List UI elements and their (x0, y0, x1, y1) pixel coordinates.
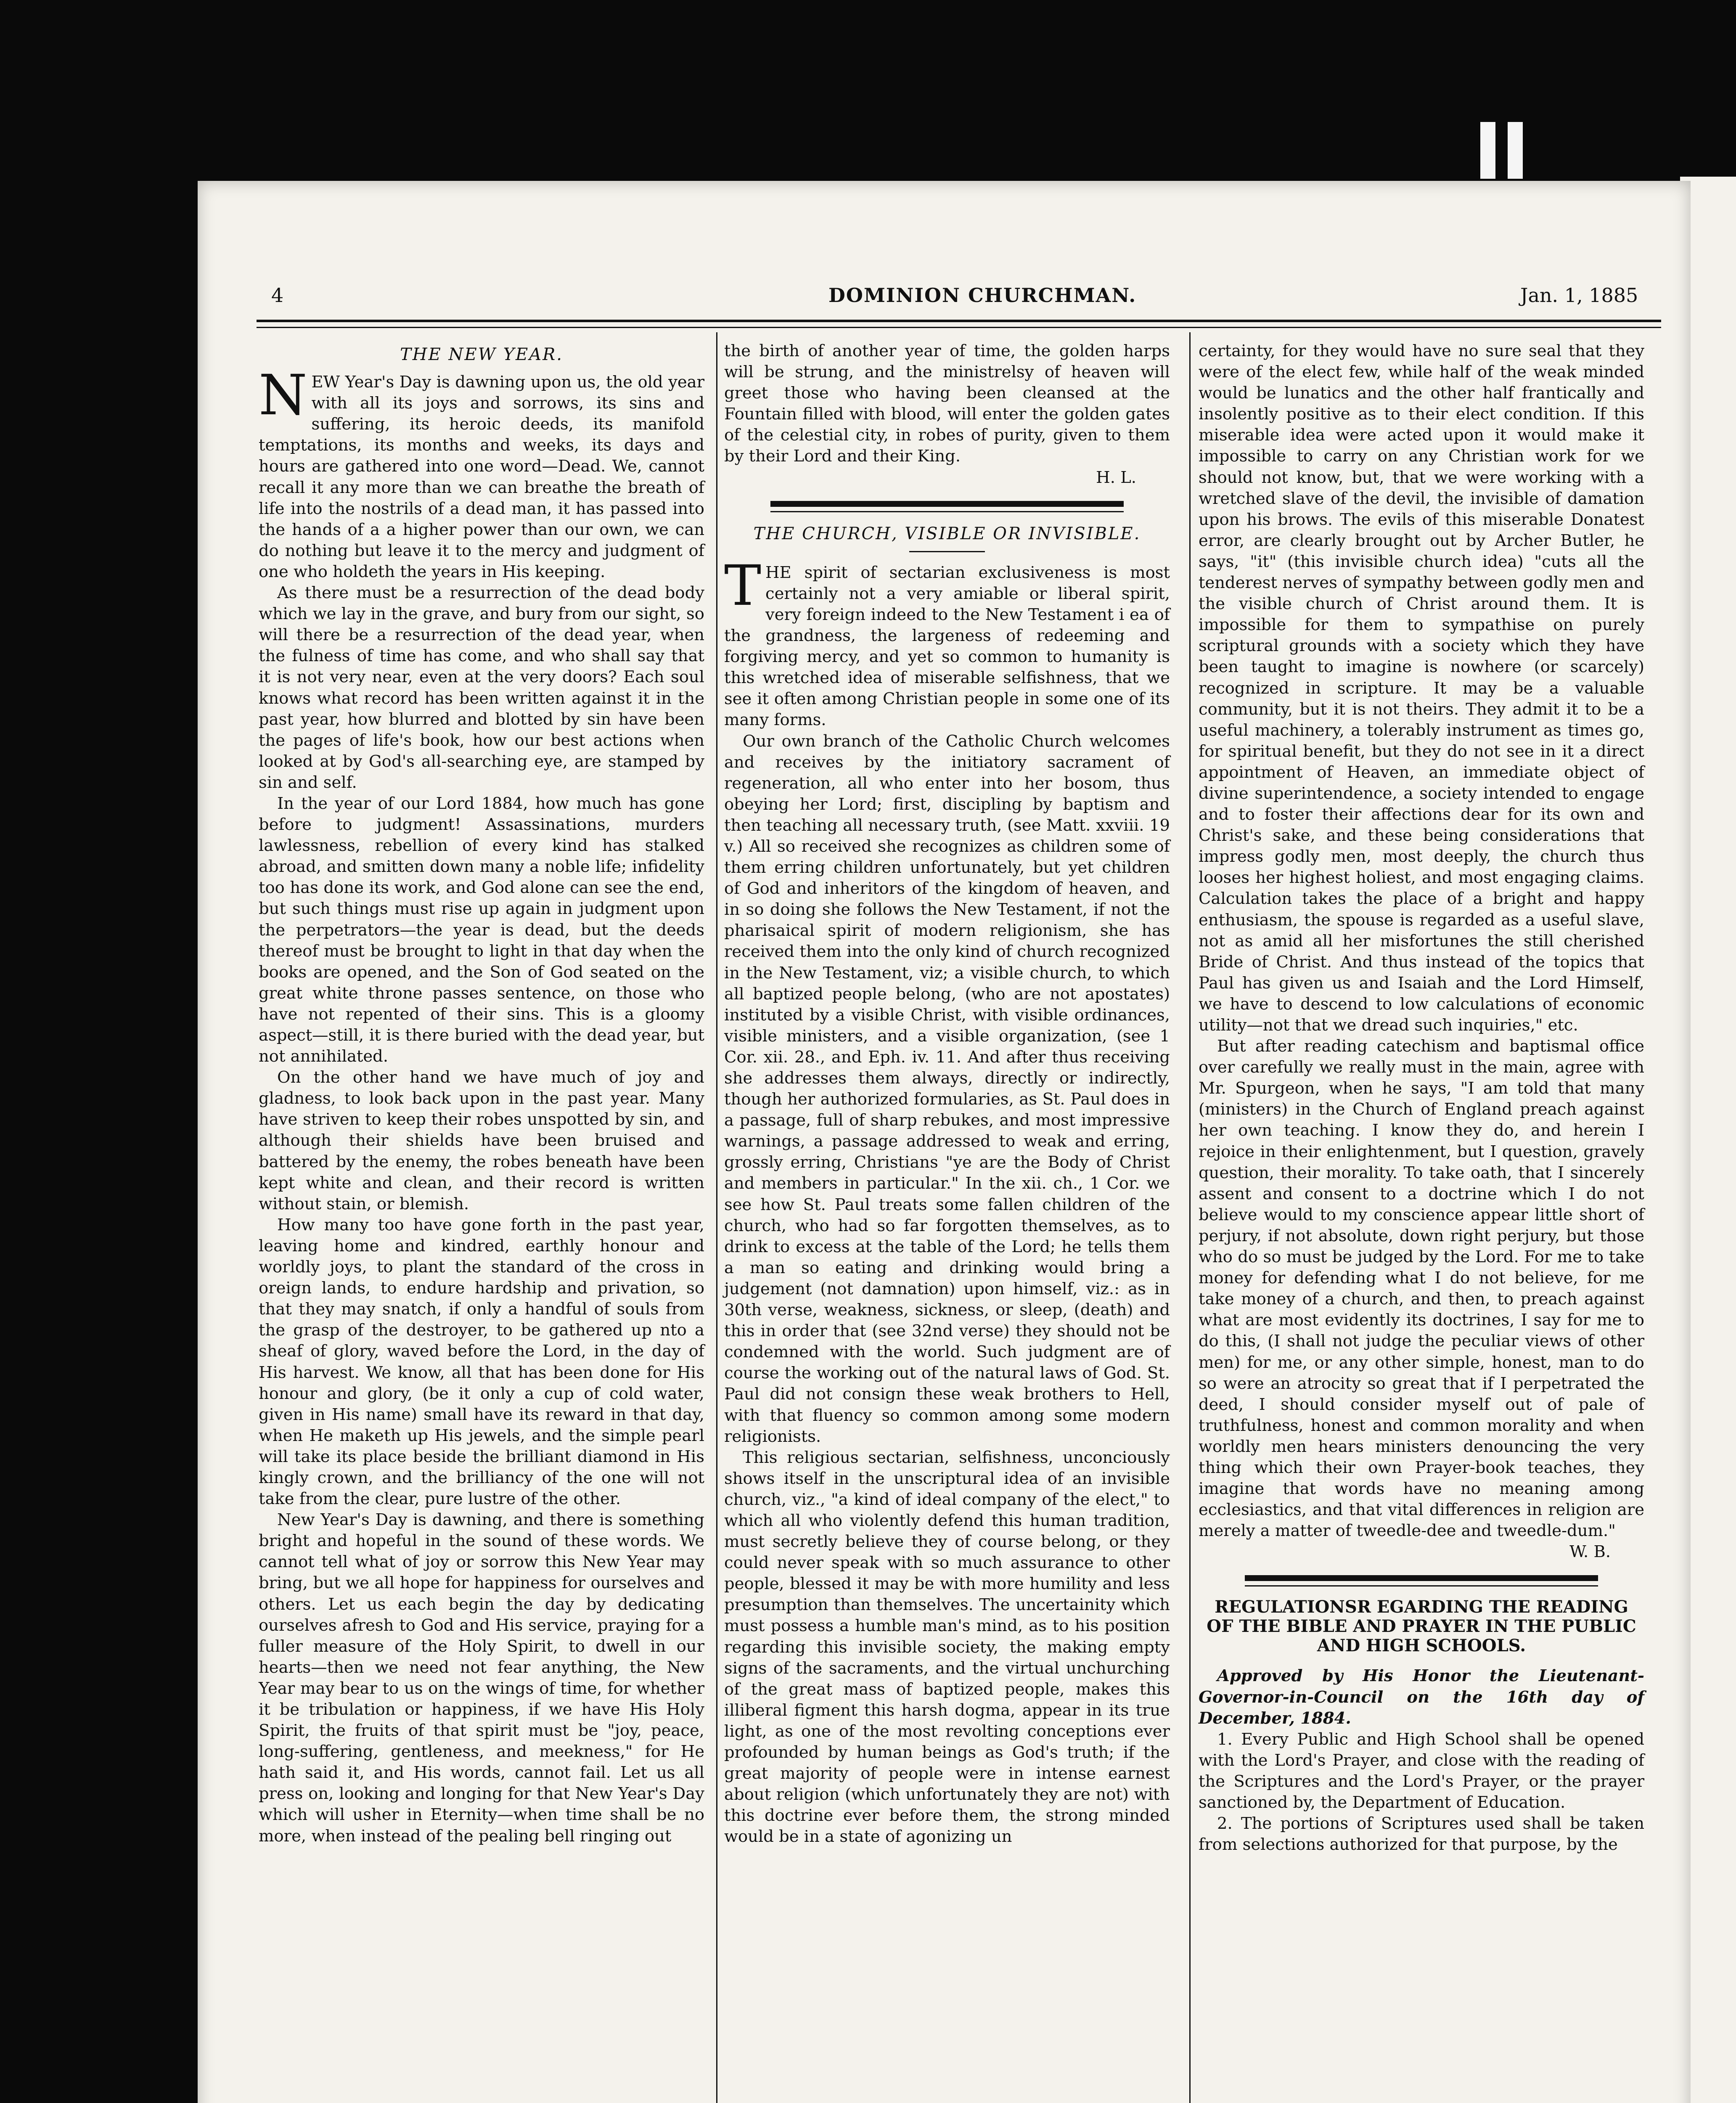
section-rule (770, 501, 1124, 507)
drop-cap: N (259, 363, 307, 428)
regulation-item: 1. Every Public and High School shall be opened with the Lord's Prayer, and close with the reading of the Scriptures and the Lord's Prayer, or the prayer sanctioned by, the Department of Education. (1199, 1730, 1644, 1812)
column-divider-1 (716, 332, 717, 2103)
paragraph: THE spirit of sectarian exclusiveness is most certainly not a very amiable or liberal spirit, very foreign indeed to the New Testament i ea of the grandness, the largeness of redeeming and forgiving mercy, and yet so common to humanity is this wretched idea of miserable selfishness, that we see it often among Christian people in some one of its many forms. (724, 553, 1170, 730)
paragraph: This religious sectarian, selfishness, unconciously shows itself in the unscriptural idea of an invisible church, viz., "a kind of ideal company of the elect," to which all who violently defend this human tradition, must secretly believe they of course belong, or they could never speak with so much assurance to other people, blessed it may be with more humility and less presumption than themselves. The uncertainity which must possess a humble man's mind, as to his position regarding this invisible society, the making empty signs of the sacraments, and the virtual unchurching of the great mass of baptized people, makes this illiberal figment this harsh dogma, appear in its true light, as one of the most revolting conceptions ever profounded by human beings as God's truth; if the great majority of people were in intense earnest about religion (which unfortunately they are not) with this doctrine ever before them, the strong minded would be in a state of agonizing un (724, 1448, 1170, 1846)
approval-note: Approved by His Honor the Lieutenant-Governor-in-Council on the 16th day of December, 1884. (1199, 1666, 1644, 1728)
paragraph: On the other hand we have much of joy and gladness, to look back upon in the past year. Many have striven to keep their robes unspotted by sin, and although their shields have been bruised and battered by the enemy, the robes beneath have been kept white and clean, and their record is written without stain, or blemish. (259, 1068, 704, 1213)
signature-wb: W. B. (1569, 1542, 1611, 1562)
article-title-new-year: THE NEW YEAR. (400, 345, 563, 364)
title-rule (909, 551, 985, 552)
page-number: 4 (271, 284, 284, 307)
paragraph: New Year's Day is dawning, and there is something bright and hopeful in the sound of these words. We cannot tell what of joy or sorrow this New Year may bring, but we all hope for happiness for ourselves and others. Let us each begin the day by dedicating ourselves afresh to God and His service, praying for a fuller measure of the Holy Spirit, to dwell in our hearts—then we need not fear anything, the New Year may bear to us on the wings of time, for whether it be tribulation or happiness, if we have His Holy Spirit, the fruits of that spirit must be "joy, peace, long-suffering, gentleness, and meekness," for He hath said it, and His words, cannot fail. Let us all press on, looking and longing for that New Year's Day which will usher in Eternity—when time shall be no more, when instead of the pealing bell ringing out (259, 1510, 704, 1846)
column-2 (724, 341, 1170, 1847)
film-mark-top-2 (1508, 122, 1523, 179)
newspaper-page (198, 181, 1691, 2103)
section-rule-thin (1245, 1585, 1598, 1587)
regulation-item: 2. The portions of Scriptures used shall be taken from selections authorized for that purpose, by the (1199, 1814, 1644, 1854)
column-divider-2 (1189, 332, 1191, 2103)
section-rule (1245, 1575, 1598, 1581)
column-1 (259, 341, 704, 1847)
paragraph: the birth of another year of time, the golden harps will be strung, and the ministrelsy of heaven will greet those who having been cleansed at the Fountain filled with blood, will enter the golden gates of the celestial city, in robes of purity, given to them by their Lord and their King. (724, 342, 1170, 466)
regulations-title: REGULATIONSR EGARDING THE READING OF THE BIBLE AND PRAYER IN THE PUBLIC AND HIGH SCHOOLS. (1207, 1597, 1636, 1656)
signature-hl: H. L. (1096, 468, 1136, 487)
column-3 (1199, 341, 1644, 1855)
paragraph: In the year of our Lord 1884, how much has gone before to judgment! Assassinations, murders lawlessness, rebellion of every kind has stalked abroad, and smitten down many a noble life; infidelity too has done its work, and God alone can see the end, but such things must rise up again in judgment upon the perpetrators—the year is dead, but the deeds thereof must be brought to light in that day when the books are opened, and the Son of God seated on the great white throne passes sentence, on those who have not repented of their sins. This is a gloomy aspect—still, it is there buried with the dead year, but not annihilated. (259, 794, 704, 1066)
film-mark-top-1 (1480, 122, 1495, 179)
paragraph: As there must be a resurrection of the dead body which we lay in the grave, and bury from our sight, so will there be a resurrection of the dead year, when the fulness of time has come, and who shall say that it is not very near, even at the very doors? Each soul knows what record has been written against it in the past year, how blurred and blotted by sin have been the pages of life's book, how our best actions when looked at by God's all-searching eye, are stamped by sin and self. (259, 583, 704, 792)
paragraph: Our own branch of the Catholic Church welcomes and receives by the initiatory sacrament of regeneration, all who enter into her bosom, thus obeying her Lord; first, discipling by baptism and then teaching all necessary truth, (see Matt. xxviii. 19 v.) All so received she recognizes as children some of them erring children unfortunately, but yet children of God and inheritors of the kingdom of heaven, and in so doing she follows the New Testament, if not the pharisaical spirit of modern religionism, she has received them into the only kind of church recognized in the New Testament, viz; a visible church, to which all baptized people belong, (who are not apostates) instituted by a visible Christ, with visible ordinances, visible ministers, and a visible organization, (see 1 Cor. xii. 28., and Eph. iv. 11. And after thus receiving she addresses them always, directly or indirectly, though her authorized formularies, as St. Paul does in a passage, full of sharp rebukes, and most impressive warnings, a passage addressed to weak and erring, grossly erring, Christians "ye are the Body of Christ and members in particular." In the xii. ch., 1 Cor. we see how St. Paul treats some fallen children of the church, who had so far forgotten themselves, as to drink to excess at the table of the Lord; he tells them a man so eating and drinking would bring a judgement (not damnation) upon himself, viz.: as in 30th verse, weakness, sickness, or sleep, (death) and this in order that (see 32nd verse) they should not be condemned with the world. Such judgment are of course the working out of the natural laws of God. St. Paul did not consign these weak brothers to Hell, with that fluency so common among some modern religionists. (724, 731, 1170, 1446)
publication-title: DOMINION CHURCHMAN. (828, 284, 1137, 307)
article-title-church: THE CHURCH, VISIBLE OR INVISIBLE. (753, 524, 1141, 543)
issue-date: Jan. 1, 1885 (1520, 284, 1638, 307)
paragraph: certainty, for they would have no sure seal that they were of the elect few, while half of the weak minded would be lunatics and the other half frantically and insolently positive as to their elect condition. If this miserable idea were acted upon it would make it impossible to carry on any Christian work for we should not know, but, that we were working with a wretched slave of the devil, the invisible of damation upon his brows. The evils of this miserable Donatest error, are clearly brought out by Archer Butler, he says, "it" (this invisible church idea) "cuts all the tenderest nerves of sympathy between godly men and the visible church of Christ around them. It is impossible for them to sympathise on purely scriptural grounds with a society which they have been taught to imagine is nowhere (or scarcely) recognized in scripture. It may be a valuable community, but it is not theirs. They admit it to be a useful machinery, a tolerably instrument as times go, for spiritual benefit, but they do not see in it a direct appointment of Heaven, an immediate object of divine superintendence, a society intended to engage and to foster their affections dear for its own and Christ's sake, and these being considerations that impress godly men, most deeply, the church thus looses her highest holiest, and most engaging claims. Calculation takes the place of a bright and happy enthusiasm, the spouse is regarded as a useful slave, not as amid all her misfortunes the still cherished Bride of Christ. And thus instead of the topics that Paul has given us and Isaiah and the Lord Himself, we have to descend to low calculations of economic utility—not that we dread such inquiries," etc. (1199, 342, 1644, 1035)
section-rule-thin (770, 511, 1124, 512)
header-rule-thin (257, 327, 1661, 328)
header-rule-thick (257, 320, 1661, 322)
drop-cap: T (724, 553, 762, 618)
paragraph: NEW Year's Day is dawning upon us, the old year with all its joys and sorrows, its sins and suffering, its heroic deeds, its manifold temptations, its months and weeks, its days and hours are gathered into one word—Dead. We, cannot recall it any more than we can breathe the breath of life into the nostrils of a dead man, it has passed into the hands of a a higher power than our own, we can do nothing but leave it to the mercy and judgment of one who holdeth the years in His keeping. (259, 363, 704, 581)
paragraph: But after reading catechism and baptismal office over carefully we really must in the main, agree with Mr. Spurgeon, when he says, "I am told that many (ministers) in the Church of England preach against her own teaching. I know they do, and herein I rejoice in their enlightenment, but I question, gravely question, their morality. To take oath, that I sincerely assent and consent to a doctrine which I do not believe would to my conscience appear little short of perjury, if not absolute, down right perjury, but those who do so must be judged by the Lord. For me to take money for defending what I do not believe, for me take money of a church, and then, to preach against what are most evidently its doctrines, I say for me to do this, (I shall not judge the peculiar views of other men) for me, or any other simple, honest, man to do so were an atrocity so great that if I perpetrated the deed, I should consider myself out of pale of truthfulness, honest and common morality and when worldly men hears ministers denouncing the very thing which their own Prayer-book teaches, they imagine that words have no meaning among ecclesiastics, and that vital differences in religion are merely a matter of tweedle-dee and tweedle-dum." (1199, 1037, 1644, 1541)
paragraph: How many too have gone forth in the past year, leaving home and kindred, earthly honour and worldly joys, to plant the standard of the cross in oreign lands, to endure hardship and privation, so that they may snatch, if only a handful of souls from the grasp of the destroyer, to be gathered up nto a sheaf of glory, waved before the Lord, in the day of His harvest. We know, all that has been done for His honour and glory, (be it only a cup of cold water, given in His name) small have its reward in that day, when He maketh up His jewels, and the simple pearl will take its place beside the brilliant diamond in His kingly crown, and the brilliancy of the one will not take from the clear, pure lustre of the other. (259, 1215, 704, 1509)
